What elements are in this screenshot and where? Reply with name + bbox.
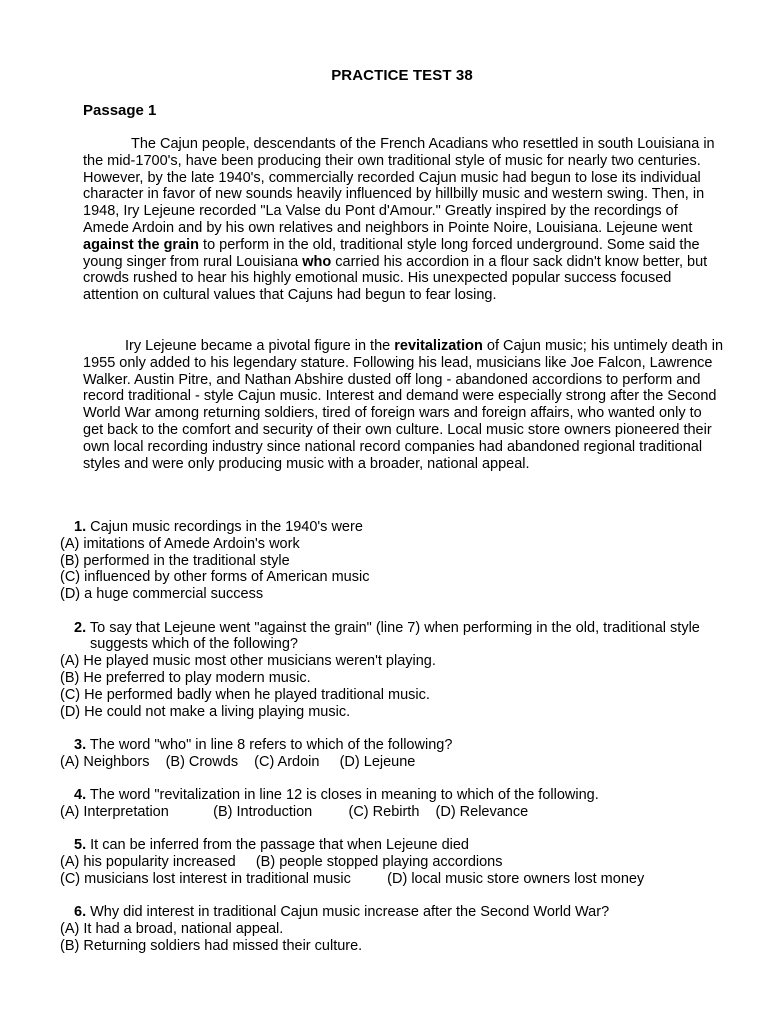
bold-word-revitalization: revitalization	[394, 338, 483, 354]
question-6	[60, 904, 740, 954]
answer-choice-d: (D) He could not make a living playing music.	[60, 703, 351, 720]
passage-label: Passage 1	[83, 102, 157, 119]
question-1	[60, 519, 740, 603]
answer-choice-a: (A) imitations of Amede Ardoin's work	[60, 535, 300, 552]
question-number: 6.	[74, 904, 87, 921]
bold-phrase-against-the-grain: against the grain	[83, 236, 200, 253]
bold-word-who: who	[302, 253, 332, 270]
question-3	[60, 737, 740, 771]
question-stem	[67, 837, 740, 854]
paragraph-text: of Cajun music; his untimely death in 1955 only added to his legendary stature. Following his lead, musicians like Joe Falcon, Lawrence Walker. Austin Pitre, and Nathan Abshire dusted off long - abandoned accordions to perform and record traditional - style Cajun music. Interest and demand were especially strong after the Second World War among returning soldiers, tired of foreign wars and foreign affairs, who wanted only to get back to the comfort and security of their own culture. Local music store owners pioneered their own local recording industry since national record companies had abandoned regional traditional styles and were only producing music with a broader, national appeal.	[83, 338, 724, 472]
answer-choice-b: (B) He preferred to play modern music.	[60, 669, 311, 686]
passage-paragraph-2	[83, 338, 725, 472]
question-number: 5.	[74, 837, 87, 854]
paragraph-text: The Cajun people, descendants of the French Acadians who resettled in south Louisiana in the mid-1700's, have been producing their own traditional style of music for nearly two centuries. However, by the late 1940's, commercially recorded Cajun music had begun to lose its individual character in favor of new sounds heavily influenced by hillbilly music and western swing. Then, in 1948, Iry Lejeune recorded "La Valse du Pont d'Amour." Greatly inspired by the recordings of Amede Ardoin and by his own relatives and neighbors in Pointe Noire, Louisiana. Lejeune went	[83, 136, 715, 236]
answer-choice-a: (A) It had a broad, national appeal.	[60, 921, 284, 938]
question-stem	[67, 737, 740, 754]
question-number: 2.	[74, 619, 87, 636]
passage-paragraph-1	[83, 136, 725, 304]
question-4	[60, 787, 740, 821]
answer-choice-c: (C) He performed badly when he played traditional music.	[60, 686, 430, 703]
question-number: 3.	[74, 736, 87, 753]
question-2	[60, 620, 740, 721]
question-stem	[67, 787, 740, 804]
answer-choice-b: (B) Returning soldiers had missed their culture.	[60, 937, 363, 954]
question-number: 1.	[74, 519, 87, 535]
answer-choice-a: (A) He played music most other musicians weren't playing.	[60, 653, 436, 670]
question-number: 4.	[74, 787, 87, 804]
answer-choice-c: (C) influenced by other forms of American music	[60, 569, 370, 586]
paragraph-text: to perform in the old, traditional style long forced underground. Some said the young singer from rural Louisiana	[83, 236, 700, 270]
question-stem	[67, 620, 740, 654]
question-stem	[67, 904, 740, 921]
page-title: PRACTICE TEST 38	[331, 67, 473, 84]
question-text: The word "revitalization in line 12 is closes in meaning to which of the following.	[89, 787, 599, 804]
question-text: It can be inferred from the passage that when Lejeune died	[90, 837, 469, 854]
question-5	[60, 837, 740, 887]
question-text: The word "who" in line 8 refers to which of the following?	[89, 736, 453, 753]
question-text: To say that Lejeune went "against the grain" (line 7) when performing in the old, traditional style suggests which of the following?	[89, 619, 700, 653]
answer-choices-row: (A) Neighbors (B) Crowds (C) Ardoin (D) Lejeune	[60, 753, 416, 770]
answer-choices-row-2: (C) musicians lost interest in traditional music (D) local music store owners lost money	[60, 870, 645, 887]
paragraph-text: Iry Lejeune became a pivotal figure in the	[125, 338, 395, 354]
paragraph-text: carried his accordion in a flour sack didn't know better, but crowds rushed to hear his highly emotional music. His unexpected popular success focused attention on cultural values that Cajuns had begun to fear losing.	[83, 253, 708, 304]
question-list	[60, 519, 740, 971]
answer-choices-row: (A) Interpretation (B) Introduction (C) Rebirth (D) Relevance	[60, 803, 529, 820]
answer-choices-row-1: (A) his popularity increased (B) people stopped playing accordions	[60, 854, 503, 871]
question-stem	[67, 519, 740, 536]
answer-choice-d: (D) a huge commercial success	[60, 586, 264, 603]
question-text: Cajun music recordings in the 1940's were	[90, 519, 363, 535]
answer-choice-b: (B) performed in the traditional style	[60, 552, 290, 569]
question-text: Why did interest in traditional Cajun music increase after the Second World War?	[90, 904, 610, 921]
